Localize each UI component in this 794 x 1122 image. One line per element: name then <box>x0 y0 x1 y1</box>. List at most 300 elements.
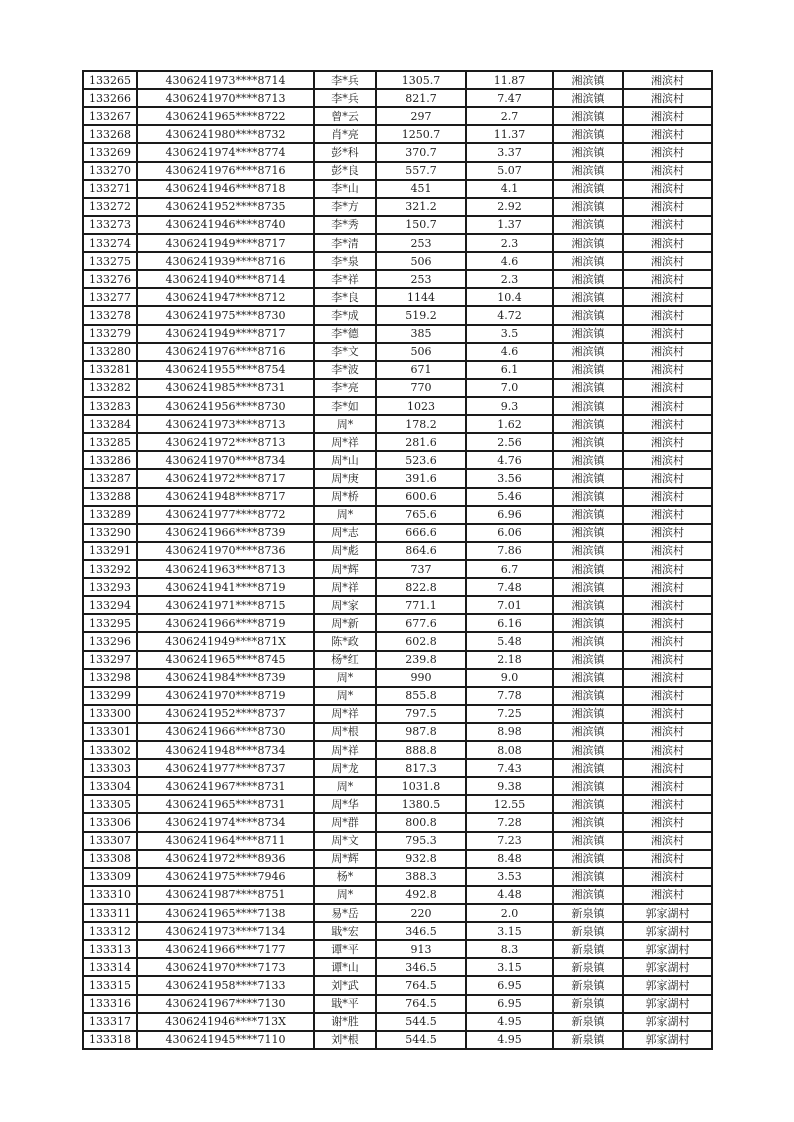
cell-rate: 3.37 <box>466 143 553 161</box>
cell-id-number: 4306241977****8772 <box>137 506 314 524</box>
cell-amount: 178.2 <box>376 415 466 433</box>
cell-amount: 1380.5 <box>376 795 466 813</box>
table-row <box>83 759 712 777</box>
cell-town: 湘滨镇 <box>553 306 623 324</box>
cell-seq-number: 133269 <box>83 143 137 161</box>
table-row <box>83 940 712 958</box>
cell-village: 湘滨村 <box>623 162 712 180</box>
table-row <box>83 89 712 107</box>
cell-id-number: 4306241946****8740 <box>137 216 314 234</box>
table-row <box>83 270 712 288</box>
cell-rate: 2.7 <box>466 107 553 125</box>
cell-id-number: 4306241949****8717 <box>137 234 314 252</box>
cell-village: 湘滨村 <box>623 469 712 487</box>
cell-village: 湘滨村 <box>623 705 712 723</box>
cell-town: 湘滨镇 <box>553 488 623 506</box>
cell-name: 陈*政 <box>314 632 376 650</box>
cell-seq-number: 133289 <box>83 506 137 524</box>
cell-amount: 764.5 <box>376 995 466 1013</box>
cell-town: 湘滨镇 <box>553 216 623 234</box>
cell-town: 湘滨镇 <box>553 723 623 741</box>
table-row <box>83 632 712 650</box>
cell-seq-number: 133280 <box>83 343 137 361</box>
table-row <box>83 415 712 433</box>
cell-name: 周*华 <box>314 795 376 813</box>
cell-name: 杨*红 <box>314 651 376 669</box>
cell-name: 周* <box>314 886 376 904</box>
cell-name: 李*清 <box>314 234 376 252</box>
cell-town: 湘滨镇 <box>553 596 623 614</box>
cell-id-number: 4306241973****7134 <box>137 922 314 940</box>
cell-village: 湘滨村 <box>623 288 712 306</box>
cell-village: 湘滨村 <box>623 669 712 687</box>
cell-name: 戢*宏 <box>314 922 376 940</box>
cell-amount: 321.2 <box>376 198 466 216</box>
cell-town: 湘滨镇 <box>553 71 623 89</box>
table-row <box>83 198 712 216</box>
table-row <box>83 777 712 795</box>
table-row <box>83 325 712 343</box>
cell-amount: 253 <box>376 270 466 288</box>
cell-town: 湘滨镇 <box>553 542 623 560</box>
cell-rate: 10.4 <box>466 288 553 306</box>
cell-id-number: 4306241967****7130 <box>137 995 314 1013</box>
cell-seq-number: 133311 <box>83 904 137 922</box>
cell-name: 李*兵 <box>314 71 376 89</box>
cell-village: 湘滨村 <box>623 795 712 813</box>
cell-seq-number: 133272 <box>83 198 137 216</box>
table-row <box>83 904 712 922</box>
cell-name: 李*如 <box>314 397 376 415</box>
cell-town: 湘滨镇 <box>553 777 623 795</box>
cell-rate: 3.53 <box>466 868 553 886</box>
cell-name: 谢*胜 <box>314 1013 376 1031</box>
cell-name: 李*波 <box>314 361 376 379</box>
cell-rate: 8.48 <box>466 850 553 868</box>
cell-rate: 4.6 <box>466 343 553 361</box>
cell-name: 彭*良 <box>314 162 376 180</box>
cell-rate: 2.56 <box>466 433 553 451</box>
table-row <box>83 397 712 415</box>
cell-seq-number: 133265 <box>83 71 137 89</box>
cell-id-number: 4306241973****8713 <box>137 415 314 433</box>
cell-amount: 1023 <box>376 397 466 415</box>
cell-amount: 822.8 <box>376 578 466 596</box>
cell-amount: 544.5 <box>376 1013 466 1031</box>
cell-amount: 864.6 <box>376 542 466 560</box>
cell-amount: 821.7 <box>376 89 466 107</box>
cell-amount: 602.8 <box>376 632 466 650</box>
cell-rate: 8.98 <box>466 723 553 741</box>
cell-id-number: 4306241967****8731 <box>137 777 314 795</box>
cell-name: 周*辉 <box>314 560 376 578</box>
cell-town: 湘滨镇 <box>553 795 623 813</box>
table-row <box>83 71 712 89</box>
cell-id-number: 4306241985****8731 <box>137 379 314 397</box>
cell-seq-number: 133287 <box>83 469 137 487</box>
cell-id-number: 4306241971****8715 <box>137 596 314 614</box>
cell-name: 李*泉 <box>314 252 376 270</box>
cell-village: 湘滨村 <box>623 198 712 216</box>
cell-town: 新泉镇 <box>553 904 623 922</box>
cell-town: 湘滨镇 <box>553 379 623 397</box>
cell-id-number: 4306241949****871X <box>137 632 314 650</box>
cell-village: 郭家湖村 <box>623 995 712 1013</box>
cell-id-number: 4306241976****8716 <box>137 343 314 361</box>
cell-amount: 764.5 <box>376 976 466 994</box>
cell-rate: 7.0 <box>466 379 553 397</box>
table-row <box>83 343 712 361</box>
cell-village: 湘滨村 <box>623 524 712 542</box>
cell-rate: 6.1 <box>466 361 553 379</box>
cell-seq-number: 133278 <box>83 306 137 324</box>
cell-id-number: 4306241972****8713 <box>137 433 314 451</box>
table-row <box>83 850 712 868</box>
cell-village: 湘滨村 <box>623 832 712 850</box>
cell-seq-number: 133268 <box>83 125 137 143</box>
cell-name: 周*祥 <box>314 705 376 723</box>
cell-name: 周* <box>314 687 376 705</box>
table-row <box>83 705 712 723</box>
cell-town: 湘滨镇 <box>553 415 623 433</box>
cell-id-number: 4306241976****8716 <box>137 162 314 180</box>
cell-rate: 7.43 <box>466 759 553 777</box>
cell-village: 湘滨村 <box>623 415 712 433</box>
cell-amount: 913 <box>376 940 466 958</box>
cell-id-number: 4306241970****8736 <box>137 542 314 560</box>
cell-amount: 220 <box>376 904 466 922</box>
cell-id-number: 4306241965****8731 <box>137 795 314 813</box>
cell-seq-number: 133283 <box>83 397 137 415</box>
cell-id-number: 4306241974****8734 <box>137 813 314 831</box>
cell-name: 周*山 <box>314 451 376 469</box>
cell-village: 郭家湖村 <box>623 976 712 994</box>
cell-town: 湘滨镇 <box>553 325 623 343</box>
cell-village: 湘滨村 <box>623 506 712 524</box>
cell-town: 新泉镇 <box>553 995 623 1013</box>
table-row <box>83 687 712 705</box>
roster-table-body <box>83 71 712 1049</box>
cell-seq-number: 133271 <box>83 180 137 198</box>
cell-amount: 987.8 <box>376 723 466 741</box>
cell-town: 湘滨镇 <box>553 469 623 487</box>
cell-name: 周*文 <box>314 832 376 850</box>
cell-rate: 2.0 <box>466 904 553 922</box>
cell-town: 湘滨镇 <box>553 288 623 306</box>
cell-rate: 6.95 <box>466 976 553 994</box>
table-row <box>83 252 712 270</box>
cell-town: 湘滨镇 <box>553 270 623 288</box>
cell-id-number: 4306241966****7177 <box>137 940 314 958</box>
cell-name: 周*群 <box>314 813 376 831</box>
cell-rate: 6.7 <box>466 560 553 578</box>
cell-seq-number: 133304 <box>83 777 137 795</box>
cell-rate: 5.48 <box>466 632 553 650</box>
cell-id-number: 4306241940****8714 <box>137 270 314 288</box>
cell-amount: 888.8 <box>376 741 466 759</box>
cell-amount: 770 <box>376 379 466 397</box>
cell-name: 李*方 <box>314 198 376 216</box>
cell-rate: 9.0 <box>466 669 553 687</box>
cell-rate: 5.07 <box>466 162 553 180</box>
cell-name: 李*成 <box>314 306 376 324</box>
cell-town: 湘滨镇 <box>553 234 623 252</box>
table-row <box>83 596 712 614</box>
table-row <box>83 560 712 578</box>
table-row <box>83 306 712 324</box>
cell-id-number: 4306241965****8722 <box>137 107 314 125</box>
cell-village: 湘滨村 <box>623 542 712 560</box>
cell-village: 湘滨村 <box>623 723 712 741</box>
cell-rate: 4.95 <box>466 1013 553 1031</box>
cell-seq-number: 133318 <box>83 1031 137 1049</box>
cell-rate: 1.62 <box>466 415 553 433</box>
cell-village: 湘滨村 <box>623 578 712 596</box>
table-row <box>83 288 712 306</box>
cell-amount: 671 <box>376 361 466 379</box>
cell-town: 湘滨镇 <box>553 162 623 180</box>
cell-seq-number: 133295 <box>83 614 137 632</box>
cell-village: 湘滨村 <box>623 488 712 506</box>
cell-village: 湘滨村 <box>623 143 712 161</box>
cell-seq-number: 133297 <box>83 651 137 669</box>
cell-amount: 451 <box>376 180 466 198</box>
cell-seq-number: 133315 <box>83 976 137 994</box>
cell-village: 湘滨村 <box>623 651 712 669</box>
cell-id-number: 4306241964****8711 <box>137 832 314 850</box>
cell-amount: 388.3 <box>376 868 466 886</box>
cell-name: 周*新 <box>314 614 376 632</box>
cell-rate: 8.08 <box>466 741 553 759</box>
cell-amount: 281.6 <box>376 433 466 451</box>
cell-village: 湘滨村 <box>623 614 712 632</box>
cell-seq-number: 133303 <box>83 759 137 777</box>
cell-seq-number: 133288 <box>83 488 137 506</box>
cell-amount: 795.3 <box>376 832 466 850</box>
cell-amount: 544.5 <box>376 1031 466 1049</box>
cell-town: 湘滨镇 <box>553 198 623 216</box>
cell-rate: 4.72 <box>466 306 553 324</box>
cell-seq-number: 133307 <box>83 832 137 850</box>
cell-id-number: 4306241956****8730 <box>137 397 314 415</box>
cell-amount: 523.6 <box>376 451 466 469</box>
table-row <box>83 524 712 542</box>
cell-seq-number: 133306 <box>83 813 137 831</box>
cell-rate: 1.37 <box>466 216 553 234</box>
cell-seq-number: 133313 <box>83 940 137 958</box>
cell-amount: 519.2 <box>376 306 466 324</box>
cell-amount: 1305.7 <box>376 71 466 89</box>
cell-village: 湘滨村 <box>623 433 712 451</box>
table-row <box>83 469 712 487</box>
cell-name: 李*良 <box>314 288 376 306</box>
cell-seq-number: 133305 <box>83 795 137 813</box>
cell-id-number: 4306241958****7133 <box>137 976 314 994</box>
table-row <box>83 868 712 886</box>
cell-rate: 4.1 <box>466 180 553 198</box>
table-row <box>83 832 712 850</box>
cell-amount: 370.7 <box>376 143 466 161</box>
cell-town: 湘滨镇 <box>553 397 623 415</box>
cell-id-number: 4306241948****8717 <box>137 488 314 506</box>
cell-town: 湘滨镇 <box>553 614 623 632</box>
cell-rate: 7.23 <box>466 832 553 850</box>
cell-rate: 2.3 <box>466 234 553 252</box>
cell-rate: 7.47 <box>466 89 553 107</box>
cell-id-number: 4306241948****8734 <box>137 741 314 759</box>
table-row <box>83 361 712 379</box>
table-row <box>83 162 712 180</box>
cell-town: 湘滨镇 <box>553 252 623 270</box>
cell-amount: 990 <box>376 669 466 687</box>
cell-rate: 4.48 <box>466 886 553 904</box>
cell-name: 刘*武 <box>314 976 376 994</box>
cell-rate: 5.46 <box>466 488 553 506</box>
table-row <box>83 379 712 397</box>
cell-amount: 239.8 <box>376 651 466 669</box>
cell-seq-number: 133274 <box>83 234 137 252</box>
cell-id-number: 4306241970****8713 <box>137 89 314 107</box>
cell-name: 肖*亮 <box>314 125 376 143</box>
cell-town: 湘滨镇 <box>553 524 623 542</box>
table-row <box>83 1013 712 1031</box>
cell-village: 郭家湖村 <box>623 922 712 940</box>
cell-village: 湘滨村 <box>623 777 712 795</box>
cell-rate: 3.56 <box>466 469 553 487</box>
cell-seq-number: 133291 <box>83 542 137 560</box>
table-row <box>83 795 712 813</box>
cell-id-number: 4306241946****8718 <box>137 180 314 198</box>
table-row <box>83 922 712 940</box>
cell-id-number: 4306241955****8754 <box>137 361 314 379</box>
cell-seq-number: 133314 <box>83 958 137 976</box>
cell-town: 湘滨镇 <box>553 832 623 850</box>
cell-rate: 2.92 <box>466 198 553 216</box>
cell-town: 新泉镇 <box>553 1013 623 1031</box>
cell-seq-number: 133277 <box>83 288 137 306</box>
cell-amount: 492.8 <box>376 886 466 904</box>
cell-amount: 817.3 <box>376 759 466 777</box>
cell-rate: 11.37 <box>466 125 553 143</box>
cell-amount: 346.5 <box>376 922 466 940</box>
cell-id-number: 4306241963****8713 <box>137 560 314 578</box>
cell-town: 新泉镇 <box>553 1031 623 1049</box>
cell-id-number: 4306241946****713X <box>137 1013 314 1031</box>
cell-village: 湘滨村 <box>623 107 712 125</box>
table-row <box>83 107 712 125</box>
cell-name: 李*兵 <box>314 89 376 107</box>
cell-id-number: 4306241972****8936 <box>137 850 314 868</box>
cell-name: 周*祥 <box>314 433 376 451</box>
cell-name: 周*龙 <box>314 759 376 777</box>
cell-village: 湘滨村 <box>623 180 712 198</box>
cell-seq-number: 133281 <box>83 361 137 379</box>
cell-id-number: 4306241952****8737 <box>137 705 314 723</box>
cell-amount: 855.8 <box>376 687 466 705</box>
cell-rate: 12.55 <box>466 795 553 813</box>
cell-seq-number: 133301 <box>83 723 137 741</box>
cell-village: 郭家湖村 <box>623 940 712 958</box>
cell-amount: 557.7 <box>376 162 466 180</box>
cell-village: 湘滨村 <box>623 886 712 904</box>
cell-seq-number: 133270 <box>83 162 137 180</box>
cell-town: 湘滨镇 <box>553 741 623 759</box>
cell-seq-number: 133284 <box>83 415 137 433</box>
cell-village: 湘滨村 <box>623 361 712 379</box>
cell-name: 谭*山 <box>314 958 376 976</box>
cell-rate: 2.3 <box>466 270 553 288</box>
cell-id-number: 4306241970****8719 <box>137 687 314 705</box>
table-row <box>83 741 712 759</box>
cell-id-number: 4306241970****8734 <box>137 451 314 469</box>
table-row <box>83 614 712 632</box>
cell-rate: 7.28 <box>466 813 553 831</box>
cell-seq-number: 133266 <box>83 89 137 107</box>
cell-name: 周*桥 <box>314 488 376 506</box>
cell-town: 湘滨镇 <box>553 578 623 596</box>
cell-rate: 7.48 <box>466 578 553 596</box>
cell-village: 湘滨村 <box>623 813 712 831</box>
cell-name: 李*秀 <box>314 216 376 234</box>
cell-amount: 771.1 <box>376 596 466 614</box>
cell-rate: 8.3 <box>466 940 553 958</box>
cell-name: 周*祥 <box>314 741 376 759</box>
cell-town: 湘滨镇 <box>553 651 623 669</box>
cell-village: 湘滨村 <box>623 252 712 270</box>
cell-name: 李*祥 <box>314 270 376 288</box>
cell-rate: 9.3 <box>466 397 553 415</box>
cell-name: 杨* <box>314 868 376 886</box>
cell-seq-number: 133282 <box>83 379 137 397</box>
cell-amount: 346.5 <box>376 958 466 976</box>
cell-village: 湘滨村 <box>623 868 712 886</box>
cell-rate: 7.86 <box>466 542 553 560</box>
cell-amount: 297 <box>376 107 466 125</box>
cell-town: 湘滨镇 <box>553 868 623 886</box>
cell-seq-number: 133312 <box>83 922 137 940</box>
cell-seq-number: 133290 <box>83 524 137 542</box>
table-row <box>83 1031 712 1049</box>
cell-rate: 4.95 <box>466 1031 553 1049</box>
cell-id-number: 4306241984****8739 <box>137 669 314 687</box>
cell-village: 湘滨村 <box>623 306 712 324</box>
cell-name: 刘*根 <box>314 1031 376 1049</box>
cell-town: 湘滨镇 <box>553 180 623 198</box>
table-row <box>83 542 712 560</box>
cell-village: 湘滨村 <box>623 125 712 143</box>
cell-seq-number: 133296 <box>83 632 137 650</box>
table-row <box>83 976 712 994</box>
roster-table <box>82 70 713 1050</box>
cell-town: 湘滨镇 <box>553 759 623 777</box>
cell-name: 周* <box>314 669 376 687</box>
cell-village: 湘滨村 <box>623 325 712 343</box>
cell-village: 湘滨村 <box>623 270 712 288</box>
cell-amount: 391.6 <box>376 469 466 487</box>
cell-id-number: 4306241980****8732 <box>137 125 314 143</box>
cell-village: 湘滨村 <box>623 596 712 614</box>
cell-seq-number: 133309 <box>83 868 137 886</box>
cell-name: 周*家 <box>314 596 376 614</box>
cell-seq-number: 133316 <box>83 995 137 1013</box>
cell-seq-number: 133317 <box>83 1013 137 1031</box>
cell-village: 郭家湖村 <box>623 1013 712 1031</box>
cell-rate: 6.96 <box>466 506 553 524</box>
cell-id-number: 4306241970****7173 <box>137 958 314 976</box>
cell-id-number: 4306241974****8774 <box>137 143 314 161</box>
cell-name: 周* <box>314 777 376 795</box>
cell-town: 湘滨镇 <box>553 89 623 107</box>
